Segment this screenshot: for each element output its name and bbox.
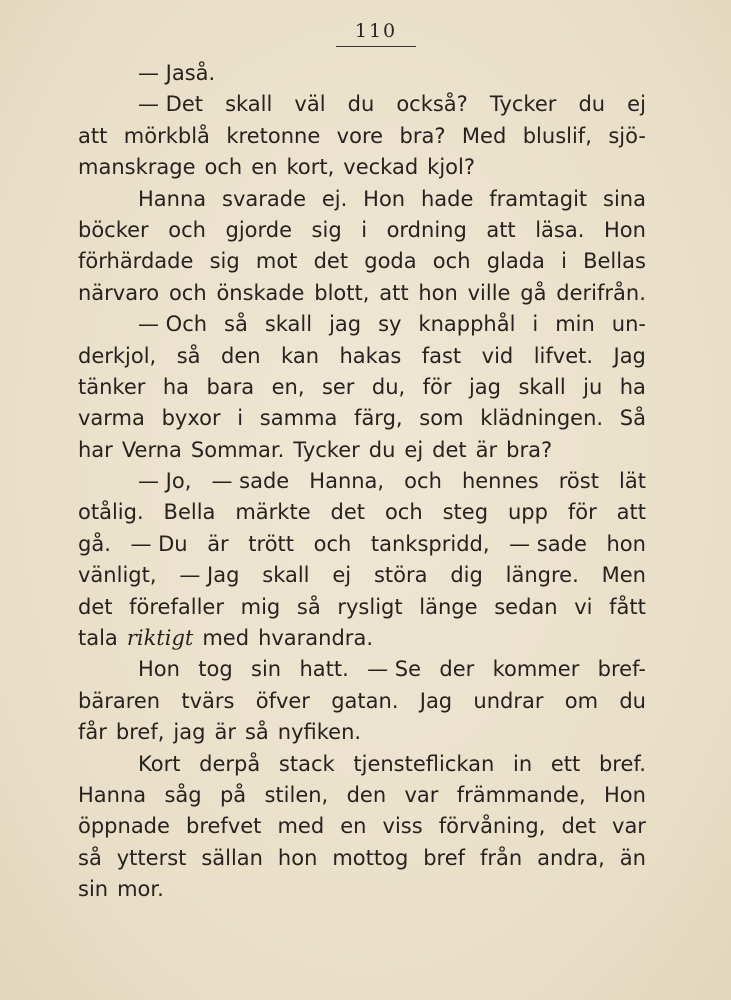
word: — Jo, [138,469,192,494]
word: så [224,312,248,337]
word: undrar [473,688,544,713]
word: bäraren [78,688,161,713]
word: Sommar. [190,437,285,462]
word: du [578,92,606,117]
word: skall [262,563,310,588]
word: vänligt, [78,563,157,588]
word: Hanna, [309,469,385,494]
word: och [432,249,471,274]
word: från [479,845,523,870]
word: mot [255,249,298,274]
word: — sade [509,531,587,556]
word: röst [558,469,599,494]
word: knapphål [418,312,516,337]
word: färg, [354,406,403,431]
word: och [168,280,207,305]
text-line [78,717,646,748]
word: tvärs [181,688,235,713]
word: bref, [115,720,165,745]
word: sina [603,186,646,211]
word: för [422,374,452,399]
word: mor. [117,877,164,902]
body-text [78,58,646,906]
word: ha [162,374,190,399]
word: närvaro [78,280,160,305]
text-line [78,623,646,654]
word: har [78,437,113,462]
word: som [419,406,464,431]
word: in [513,751,533,776]
word: sjö- [608,123,646,148]
word: brefvet [186,814,262,839]
word: är [214,720,236,745]
show-through-mark: · [120,60,127,84]
word: Verna [121,437,182,462]
text-line [78,466,646,497]
word: du [347,92,375,117]
text-line [78,843,646,874]
word: stilen, [264,782,329,807]
word: bara [206,374,255,399]
word: ej. [321,186,348,211]
word: ser [321,374,355,399]
word: — sade [211,469,290,494]
word: ej [627,92,646,117]
word: lät [619,469,646,494]
text-line [78,497,646,528]
word: goda [364,249,417,274]
word: Bellas [583,249,646,274]
text-line [78,749,646,780]
word: un- [611,312,646,337]
word: i [532,312,539,337]
word: bref- [597,657,646,682]
word: förhärdade [78,249,194,274]
word: jag [468,374,501,399]
word: hon [277,845,318,870]
word: med [202,626,250,651]
word: öfver [255,688,310,713]
word: ytterst [116,845,187,870]
word: svarade [222,186,307,211]
word: tala [78,626,118,651]
word: det [432,437,467,462]
word: kretonne [226,123,321,148]
word: sig [311,217,342,242]
word: steg [442,500,489,525]
word: Hon [138,657,180,682]
word: en [340,814,367,839]
word: ej [332,563,352,588]
word: Hon [363,186,406,211]
word: — Se [367,657,422,682]
word: på [219,782,247,807]
word: jag [173,720,206,745]
word: hatt. [299,657,349,682]
word: byxor [161,406,221,431]
text-line [78,121,646,152]
word: en, [271,374,305,399]
word: en [251,155,278,180]
word: jag [329,312,362,337]
word: fast [421,343,462,368]
word: derpå [199,751,261,776]
word: hakas [339,343,402,368]
page-number: 110 [354,20,398,42]
word: mig [240,594,281,619]
word: såg [164,782,202,807]
word: gå. [78,531,111,556]
text-line [78,403,646,434]
word: att [379,280,409,305]
word: också? [396,92,468,117]
text-line [78,780,646,811]
word: gjorde [225,217,293,242]
text-line [78,215,646,246]
word: Med [461,123,507,148]
word: att [616,500,646,525]
word: ett [550,751,581,776]
word: Jag [419,688,453,713]
word: så [176,343,201,368]
word: sy [378,312,402,337]
word: trött [248,531,295,556]
word: så [78,845,102,870]
word: med [277,814,325,839]
word: ju [583,374,603,399]
header-rule [336,46,416,47]
word: sin [78,877,109,902]
word: andra, [537,845,605,870]
word: — Du [130,531,188,556]
word: gå [520,280,547,305]
word: min [555,312,595,337]
word: för [567,500,597,525]
word: kommer [492,657,580,682]
word: märkte [235,500,311,525]
word: ha [619,374,646,399]
word: Kort [138,751,181,776]
text-line [78,246,646,277]
word: det [313,249,349,274]
word: hvarandra. [258,626,373,651]
word: bra? [399,123,446,148]
word: — Och [138,312,208,337]
word: än [619,845,646,870]
word: stack [278,751,335,776]
word: länge [419,594,478,619]
word: öppnade [78,814,170,839]
word: skall [225,92,273,117]
text-line [78,372,646,403]
word: der [439,657,475,682]
text-line [78,529,646,560]
word: i [237,406,244,431]
text-line [78,560,646,591]
text-line [78,592,646,623]
word: den [221,343,261,368]
word: det [561,814,596,839]
word: och [404,469,442,494]
word: så [296,594,321,619]
word: — Jaså. [138,61,216,85]
word: klädningen. [480,406,604,431]
text-line [78,654,646,685]
word: dig [450,563,483,588]
word: skall [518,374,566,399]
word: förefaller [129,594,224,619]
word: hennes [461,469,539,494]
word: att [486,217,516,242]
word: vid [481,343,514,368]
text-line [78,874,646,905]
word: var [404,782,439,807]
word: lifvet. [533,343,594,368]
word: längre. [505,563,579,588]
word: riktigt [126,626,194,651]
word: derifrån. [556,280,646,305]
text-line [78,58,646,89]
word: bref. [598,751,646,776]
word: sedan [494,594,558,619]
word: den [346,782,387,807]
word: derkjol, [78,343,157,368]
word: Hon [603,217,646,242]
word: kort, [286,155,335,180]
word: du [368,437,396,462]
word: — Det [138,92,203,117]
text-line [78,811,646,842]
word: nyfiken. [277,720,362,745]
word: förvåning, [438,814,546,839]
word: samma [259,406,338,431]
word: väl [294,92,326,117]
word: ej [404,437,424,462]
word: Så [619,406,646,431]
word: Tycker [489,92,557,117]
text-line [78,686,646,717]
word: bref [423,845,466,870]
word: får [78,720,107,745]
word: vore [336,123,384,148]
word: tog [198,657,233,682]
word: mörkblå [123,123,210,148]
word: varma [78,406,145,431]
word: det [330,500,366,525]
word: bra? [506,437,553,462]
word: veckad [343,155,419,180]
word: främmande, [456,782,586,807]
word: och [384,500,423,525]
word: och [313,531,352,556]
word: det [78,594,113,619]
word: i [561,249,567,274]
word: är [475,437,498,462]
word: var [612,814,646,839]
word: att [78,123,108,148]
text-line [78,184,646,215]
word: är [207,531,229,556]
word: blott, [314,280,370,305]
word: tankspridd, [370,531,490,556]
word: och [168,217,206,242]
word: Hon [603,782,646,807]
word: störa [373,563,428,588]
word: fått [609,594,646,619]
word: om [564,688,599,713]
word: du [619,688,646,713]
word: Hanna [138,186,207,211]
word: i [361,217,368,242]
word: sällan [201,845,263,870]
word: mottog [332,845,409,870]
word: manskrage [78,155,196,180]
word: kan [281,343,320,368]
word: framtagit [489,186,588,211]
text-line [78,341,646,372]
word: Hanna [78,782,147,807]
word: ville [467,280,511,305]
word: så [244,720,269,745]
word: — Jag [179,563,240,588]
word: Jag [613,343,646,368]
text-line [78,309,646,340]
word: otålig. [78,500,144,525]
word: sin [251,657,282,682]
text-line [78,89,646,120]
word: gatan. [331,688,399,713]
word: upp [507,500,548,525]
word: Men [601,563,646,588]
word: viss [382,814,423,839]
word: sig [209,249,240,274]
word: ordning [386,217,467,242]
word: tjensteflickan [353,751,495,776]
text-line [78,152,646,183]
text-line [78,278,646,309]
word: glada [486,249,545,274]
word: hon [418,280,458,305]
word: önskade [216,280,305,305]
word: hon [606,531,646,556]
word: vi [574,594,593,619]
word: läsa. [535,217,585,242]
word: kjol? [427,155,475,180]
text-line [78,435,646,466]
word: rysligt [337,594,403,619]
word: du, [371,374,406,399]
word: Tycker [293,437,360,462]
word: skall [264,312,313,337]
word: Bella [163,500,216,525]
word: tänker [78,374,146,399]
word: böcker [78,217,149,242]
word: hade [420,186,474,211]
word: och [204,155,243,180]
word: bluslif, [522,123,592,148]
